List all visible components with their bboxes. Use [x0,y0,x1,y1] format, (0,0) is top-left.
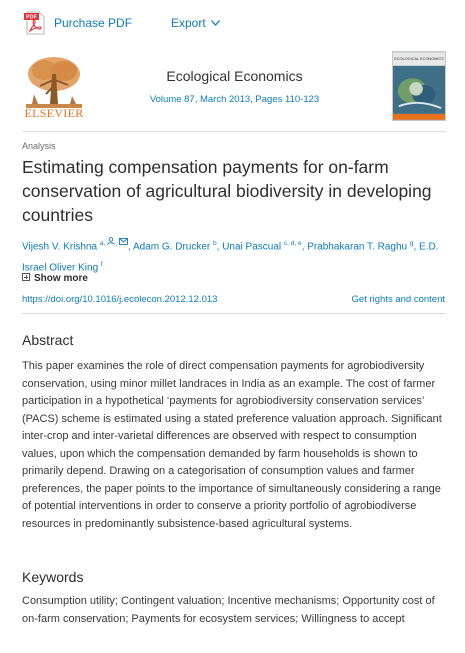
envelope-icon[interactable] [119,238,128,245]
author-list: Vijesh V. Krishna $^{a,}$ , , Adam G. Drucker $^b$, Unai Pascual $^{c, d, e}$, Prabhakaran T. Raghu $^g$, E.D. Israel Oliver King $^f$ [22,235,442,278]
author-link[interactable]: Adam G. Drucker [132,241,211,253]
keywords-heading: Keywords [22,569,84,585]
keywords-text: Consumption utility; Contingent valuation; Incentive mechanisms; Opportunity cost of on-farm conservation; Payments for ecosystem services; Willingness to accept [22,595,435,625]
publisher-logo-text[interactable]: ELSEVIER [24,106,84,120]
doi-link[interactable]: https://doi.org/10.1016/j.ecolecon.2012.12.013 [22,294,218,305]
article-toolbar [24,11,444,35]
journal-title[interactable]: Ecological Economics [166,68,303,84]
header-divider [22,131,446,132]
purchase-pdf-link[interactable]: Purchase PDF [54,16,133,30]
rights-and-content-link[interactable]: Get rights and content [351,294,445,305]
pdf-file-icon[interactable] [24,11,46,35]
author-link[interactable]: Prabhakaran T. Raghu [307,241,408,253]
abstract-text: This paper examines the role of direct compensation payments for agrobiodiversity conservation, using minor millet landraces in India as an example. The cost of farmer participation in a hypothetical ‘payments for agrobiodiversity conservation services’ (PACS) scheme is estimated using a stated preference valuation approach. Significant inter-crop and inter-varietal differences are observed with respect to consumption values, upon which the compensation demanded by farm households is shown to primarily depend. Drawing on a categorisation of consumption values and farmer preferences, the paper points to the importance of simultaneously considering a range of potential interventions in order to conserve a priority portfolio of agrobiodiverse resources in predominantly subsistence-based agricultural systems. [22,360,442,530]
journal-cover-image[interactable] [392,51,446,121]
abstract-divider [22,313,446,314]
show-more-label[interactable]: Show more [34,273,88,284]
article-type-label: Analysis [22,141,56,151]
export-button[interactable]: Export [171,16,206,30]
author-affiliation-sup[interactable]: a, [99,240,108,247]
author-link[interactable]: Vijesh V. Krishna [22,241,98,253]
author-affiliation-sup[interactable]: f [100,261,103,269]
journal-header [22,48,448,126]
author-affiliation-sup[interactable]: g [409,240,414,247]
plus-box-icon[interactable] [22,273,30,281]
show-more-button[interactable] [22,273,88,284]
cover-title-text: ECOLOGICAL ECONOMICS [394,57,444,61]
author-link[interactable]: E.D. Israel Oliver King [22,241,439,274]
pdf-badge-text: PDF [26,14,37,21]
author-affiliation-sup[interactable]: c, d, e [283,240,302,247]
article-title: Estimating compensation payments for on-farm conservation of agricultural biodiversity in developing countries [22,157,432,225]
author-affiliation-sup[interactable]: b [213,240,217,247]
journal-volume-link[interactable]: Volume 87, March 2013, Pages 110-123 [149,94,320,105]
author-link[interactable]: Unai Pascual [222,241,282,253]
person-icon[interactable] [107,237,115,245]
abstract-heading: Abstract [22,332,74,348]
chevron-down-icon[interactable] [211,20,220,26]
